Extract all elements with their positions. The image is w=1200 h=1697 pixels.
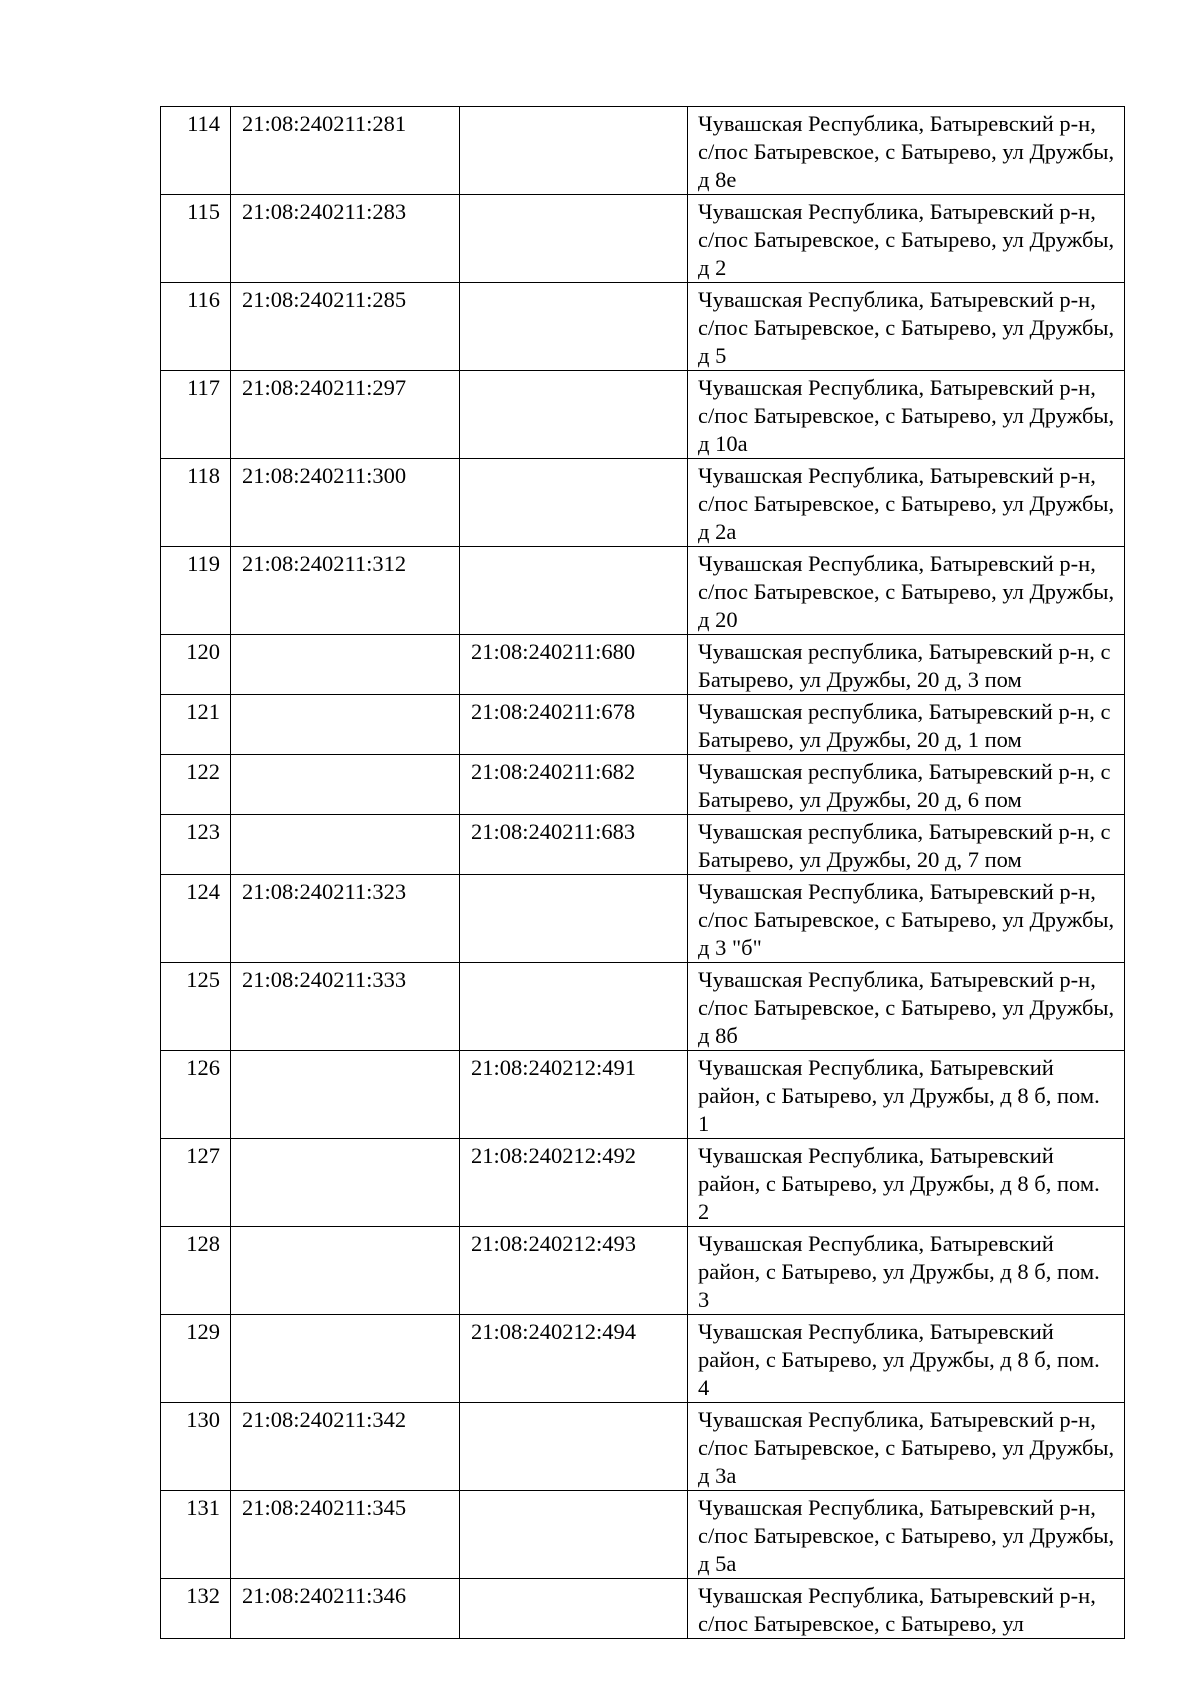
land-cadastral-number: 21:08:240211:300 — [231, 459, 460, 547]
object-cadastral-number: 21:08:240211:682 — [460, 755, 688, 815]
row-number: 128 — [161, 1227, 231, 1315]
table-row — [161, 459, 1125, 547]
row-number: 117 — [161, 371, 231, 459]
table-row — [161, 875, 1125, 963]
land-cadastral-number — [231, 1139, 460, 1227]
land-cadastral-number: 21:08:240211:345 — [231, 1491, 460, 1579]
row-number: 131 — [161, 1491, 231, 1579]
table-row — [161, 963, 1125, 1051]
cadastral-registry-table — [160, 106, 1125, 1639]
object-cadastral-number — [460, 1491, 688, 1579]
row-number: 123 — [161, 815, 231, 875]
object-cadastral-number — [460, 963, 688, 1051]
table-row — [161, 1139, 1125, 1227]
address: Чувашская Республика, Батыревский р-н, с/пос Батыревское, с Батырево, ул Дружбы, д 2а — [688, 459, 1125, 547]
address: Чувашская Республика, Батыревский район, с Батырево, ул Дружбы, д 8 б, пом. 4 — [688, 1315, 1125, 1403]
address: Чувашская Республика, Батыревский район, с Батырево, ул Дружбы, д 8 б, пом. 2 — [688, 1139, 1125, 1227]
table-row — [161, 755, 1125, 815]
table-row — [161, 635, 1125, 695]
table-row — [161, 1227, 1125, 1315]
table-row — [161, 107, 1125, 195]
land-cadastral-number — [231, 815, 460, 875]
land-cadastral-number: 21:08:240211:323 — [231, 875, 460, 963]
land-cadastral-number — [231, 755, 460, 815]
object-cadastral-number: 21:08:240211:678 — [460, 695, 688, 755]
object-cadastral-number — [460, 283, 688, 371]
object-cadastral-number — [460, 1579, 688, 1639]
row-number: 126 — [161, 1051, 231, 1139]
object-cadastral-number — [460, 1403, 688, 1491]
land-cadastral-number: 21:08:240211:285 — [231, 283, 460, 371]
address: Чувашская Республика, Батыревский р-н, с/пос Батыревское, с Батырево, ул Дружбы, д 8б — [688, 963, 1125, 1051]
land-cadastral-number: 21:08:240211:333 — [231, 963, 460, 1051]
table-row — [161, 1491, 1125, 1579]
land-cadastral-number — [231, 1227, 460, 1315]
row-number: 115 — [161, 195, 231, 283]
address: Чувашская Республика, Батыревский р-н, с/пос Батыревское, с Батырево, ул — [688, 1579, 1125, 1639]
object-cadastral-number — [460, 107, 688, 195]
land-cadastral-number — [231, 1315, 460, 1403]
object-cadastral-number: 21:08:240211:683 — [460, 815, 688, 875]
table-row — [161, 547, 1125, 635]
land-cadastral-number: 21:08:240211:342 — [231, 1403, 460, 1491]
object-cadastral-number — [460, 547, 688, 635]
land-cadastral-number: 21:08:240211:312 — [231, 547, 460, 635]
land-cadastral-number: 21:08:240211:281 — [231, 107, 460, 195]
row-number: 127 — [161, 1139, 231, 1227]
table-row — [161, 1579, 1125, 1639]
row-number: 121 — [161, 695, 231, 755]
table-row — [161, 371, 1125, 459]
address: Чувашская Республика, Батыревский р-н, с/пос Батыревское, с Батырево, ул Дружбы, д 5а — [688, 1491, 1125, 1579]
table-row — [161, 1403, 1125, 1491]
address: Чувашская Республика, Батыревский р-н, с/пос Батыревское, с Батырево, ул Дружбы, д 20 — [688, 547, 1125, 635]
address: Чувашская республика, Батыревский р-н, с Батырево, ул Дружбы, 20 д, 3 пом — [688, 635, 1125, 695]
table-row — [161, 195, 1125, 283]
row-number: 125 — [161, 963, 231, 1051]
land-cadastral-number: 21:08:240211:283 — [231, 195, 460, 283]
row-number: 118 — [161, 459, 231, 547]
address: Чувашская Республика, Батыревский р-н, с/пос Батыревское, с Батырево, ул Дружбы, д 2 — [688, 195, 1125, 283]
address: Чувашская Республика, Батыревский район, с Батырево, ул Дружбы, д 8 б, пом. 3 — [688, 1227, 1125, 1315]
address: Чувашская Республика, Батыревский р-н, с/пос Батыревское, с Батырево, ул Дружбы, д 5 — [688, 283, 1125, 371]
object-cadastral-number — [460, 195, 688, 283]
object-cadastral-number: 21:08:240211:680 — [460, 635, 688, 695]
address: Чувашская Республика, Батыревский р-н, с/пос Батыревское, с Батырево, ул Дружбы, д 8е — [688, 107, 1125, 195]
row-number: 129 — [161, 1315, 231, 1403]
object-cadastral-number — [460, 371, 688, 459]
object-cadastral-number: 21:08:240212:493 — [460, 1227, 688, 1315]
table-row — [161, 695, 1125, 755]
row-number: 122 — [161, 755, 231, 815]
row-number: 124 — [161, 875, 231, 963]
table-row — [161, 283, 1125, 371]
row-number: 130 — [161, 1403, 231, 1491]
address: Чувашская республика, Батыревский р-н, с Батырево, ул Дружбы, 20 д, 6 пом — [688, 755, 1125, 815]
land-cadastral-number: 21:08:240211:346 — [231, 1579, 460, 1639]
row-number: 116 — [161, 283, 231, 371]
address: Чувашская Республика, Батыревский р-н, с/пос Батыревское, с Батырево, ул Дружбы, д 10а — [688, 371, 1125, 459]
row-number: 132 — [161, 1579, 231, 1639]
land-cadastral-number: 21:08:240211:297 — [231, 371, 460, 459]
land-cadastral-number — [231, 695, 460, 755]
address: Чувашская республика, Батыревский р-н, с Батырево, ул Дружбы, 20 д, 7 пом — [688, 815, 1125, 875]
object-cadastral-number: 21:08:240212:491 — [460, 1051, 688, 1139]
row-number: 120 — [161, 635, 231, 695]
object-cadastral-number — [460, 459, 688, 547]
address: Чувашская Республика, Батыревский р-н, с/пос Батыревское, с Батырево, ул Дружбы, д 3а — [688, 1403, 1125, 1491]
address: Чувашская Республика, Батыревский район, с Батырево, ул Дружбы, д 8 б, пом. 1 — [688, 1051, 1125, 1139]
row-number: 114 — [161, 107, 231, 195]
land-cadastral-number — [231, 1051, 460, 1139]
row-number: 119 — [161, 547, 231, 635]
address: Чувашская Республика, Батыревский р-н, с/пос Батыревское, с Батырево, ул Дружбы, д 3 "б" — [688, 875, 1125, 963]
object-cadastral-number — [460, 875, 688, 963]
address: Чувашская республика, Батыревский р-н, с Батырево, ул Дружбы, 20 д, 1 пом — [688, 695, 1125, 755]
object-cadastral-number: 21:08:240212:492 — [460, 1139, 688, 1227]
table-row — [161, 1315, 1125, 1403]
object-cadastral-number: 21:08:240212:494 — [460, 1315, 688, 1403]
land-cadastral-number — [231, 635, 460, 695]
table-row — [161, 1051, 1125, 1139]
table-row — [161, 815, 1125, 875]
